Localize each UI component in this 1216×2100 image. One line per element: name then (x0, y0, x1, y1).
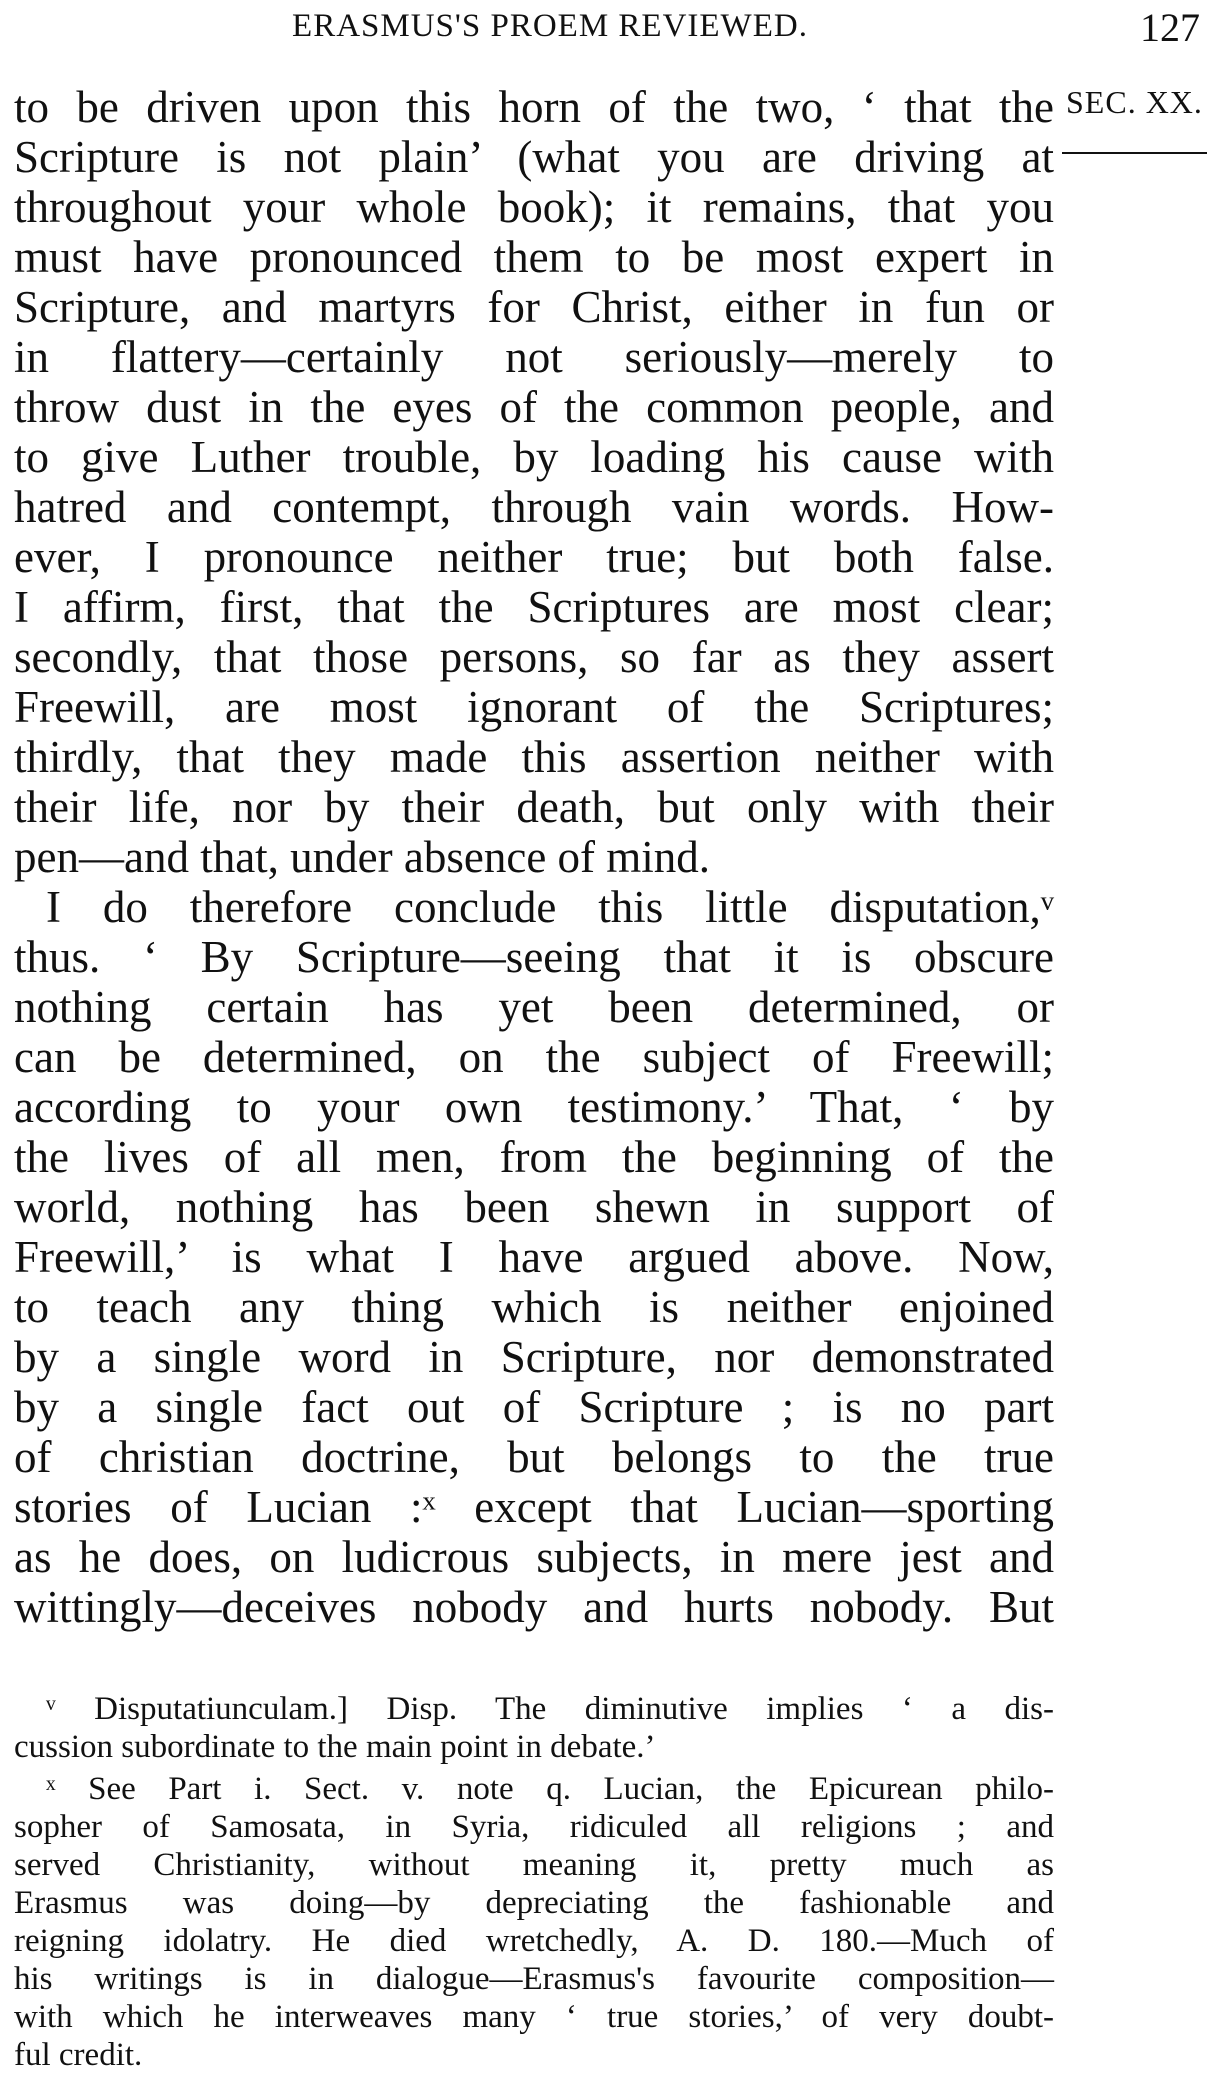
text-line: to give Luther trouble, by loading his cause with (14, 432, 1054, 482)
text-line: of christian doctrine, but belongs to the true (14, 1432, 1054, 1482)
footnote-line: reigning idolatry. He died wretchedly, A. D. 180.—Much of (14, 1923, 1054, 1959)
text-line: thirdly, that they made this assertion neither with (14, 732, 1054, 782)
page-number: 127 (1140, 5, 1200, 50)
text-line: pen—and that, under absence of mind. (14, 832, 711, 882)
footnote-v (14, 1690, 1054, 1766)
text-line: can be determined, on the subject of Freewill; (14, 1032, 1054, 1082)
text-line: thus. ‘ By Scripture—seeing that it is obscure (14, 932, 1054, 982)
text-line: as he does, on ludicrous subjects, in mere jest and (14, 1532, 1054, 1582)
text-line: wittingly—deceives nobody and hurts nobody. But (14, 1582, 1054, 1632)
text-line: their life, nor by their death, but only with their (14, 782, 1054, 832)
text-line: in flattery—certainly not seriously—merely to (14, 332, 1054, 382)
footnote-line: served Christianity, without meaning it, pretty much as (14, 1847, 1054, 1883)
section-marginal-note: SEC. XX. (1066, 84, 1203, 120)
text-line: hatred and contempt, through vain words. How- (14, 482, 1054, 532)
text-line: according to your own testimony.’ That, ‘ by (14, 1082, 1054, 1132)
text-line: by a single fact out of Scripture ; is no part (14, 1382, 1054, 1432)
footnote-line: ˣ See Part i. Sect. v. note q. Lucian, the Epicurean philo- (46, 1771, 1054, 1807)
body-text (14, 82, 1054, 1632)
text-line: world, nothing has been shewn in support of (14, 1182, 1054, 1232)
text-line: to be driven upon this horn of the two, ‘ that the (14, 82, 1054, 132)
footnote-line: ᵛ Disputatiunculam.] Disp. The diminutive implies ‘ a dis- (46, 1691, 1054, 1727)
footnotes (14, 1690, 1054, 2074)
text-line: ever, I pronounce neither true; but both false. (14, 532, 1054, 582)
footnote-x (14, 1770, 1054, 2074)
running-head (0, 0, 1216, 60)
footnote-line: Erasmus was doing—by depreciating the fashionable and (14, 1885, 1054, 1921)
marginal-rule (1062, 152, 1207, 154)
text-line: stories of Lucian :ˣ except that Lucian—sporting (14, 1482, 1054, 1532)
text-line: to teach any thing which is neither enjoined (14, 1282, 1054, 1332)
text-line: Scripture is not plain’ (what you are driving at (14, 132, 1054, 182)
text-line: secondly, that those persons, so far as they assert (14, 632, 1054, 682)
footnote-line: with which he interweaves many ‘ true stories,’ of very doubt- (14, 1999, 1054, 2035)
footnote-line: ful credit. (14, 2037, 143, 2073)
footnote-line: sopher of Samosata, in Syria, ridiculed all religions ; and (14, 1809, 1054, 1845)
text-line: throughout your whole book); it remains, that you (14, 182, 1054, 232)
text-line: must have pronounced them to be most expert in (14, 232, 1054, 282)
text-line: Scripture, and martyrs for Christ, either in fun or (14, 282, 1054, 332)
text-line: the lives of all men, from the beginning of the (14, 1132, 1054, 1182)
text-line: Freewill,’ is what I have argued above. Now, (14, 1232, 1054, 1282)
text-line: nothing certain has yet been determined, or (14, 982, 1054, 1032)
text-line: I affirm, first, that the Scriptures are most clear; (14, 582, 1054, 632)
text-line: Freewill, are most ignorant of the Scriptures; (14, 682, 1054, 732)
text-line: by a single word in Scripture, nor demonstrated (14, 1332, 1054, 1382)
footnote-line: cussion subordinate to the main point in debate.’ (14, 1729, 656, 1765)
paragraph-first-line: I do therefore conclude this little disputation,ᵛ (46, 882, 1054, 932)
text-line: throw dust in the eyes of the common people, and (14, 382, 1054, 432)
running-title: ERASMUS'S PROEM REVIEWED. (292, 8, 808, 44)
footnote-line: his writings is in dialogue—Erasmus's favourite composition— (14, 1961, 1054, 1997)
